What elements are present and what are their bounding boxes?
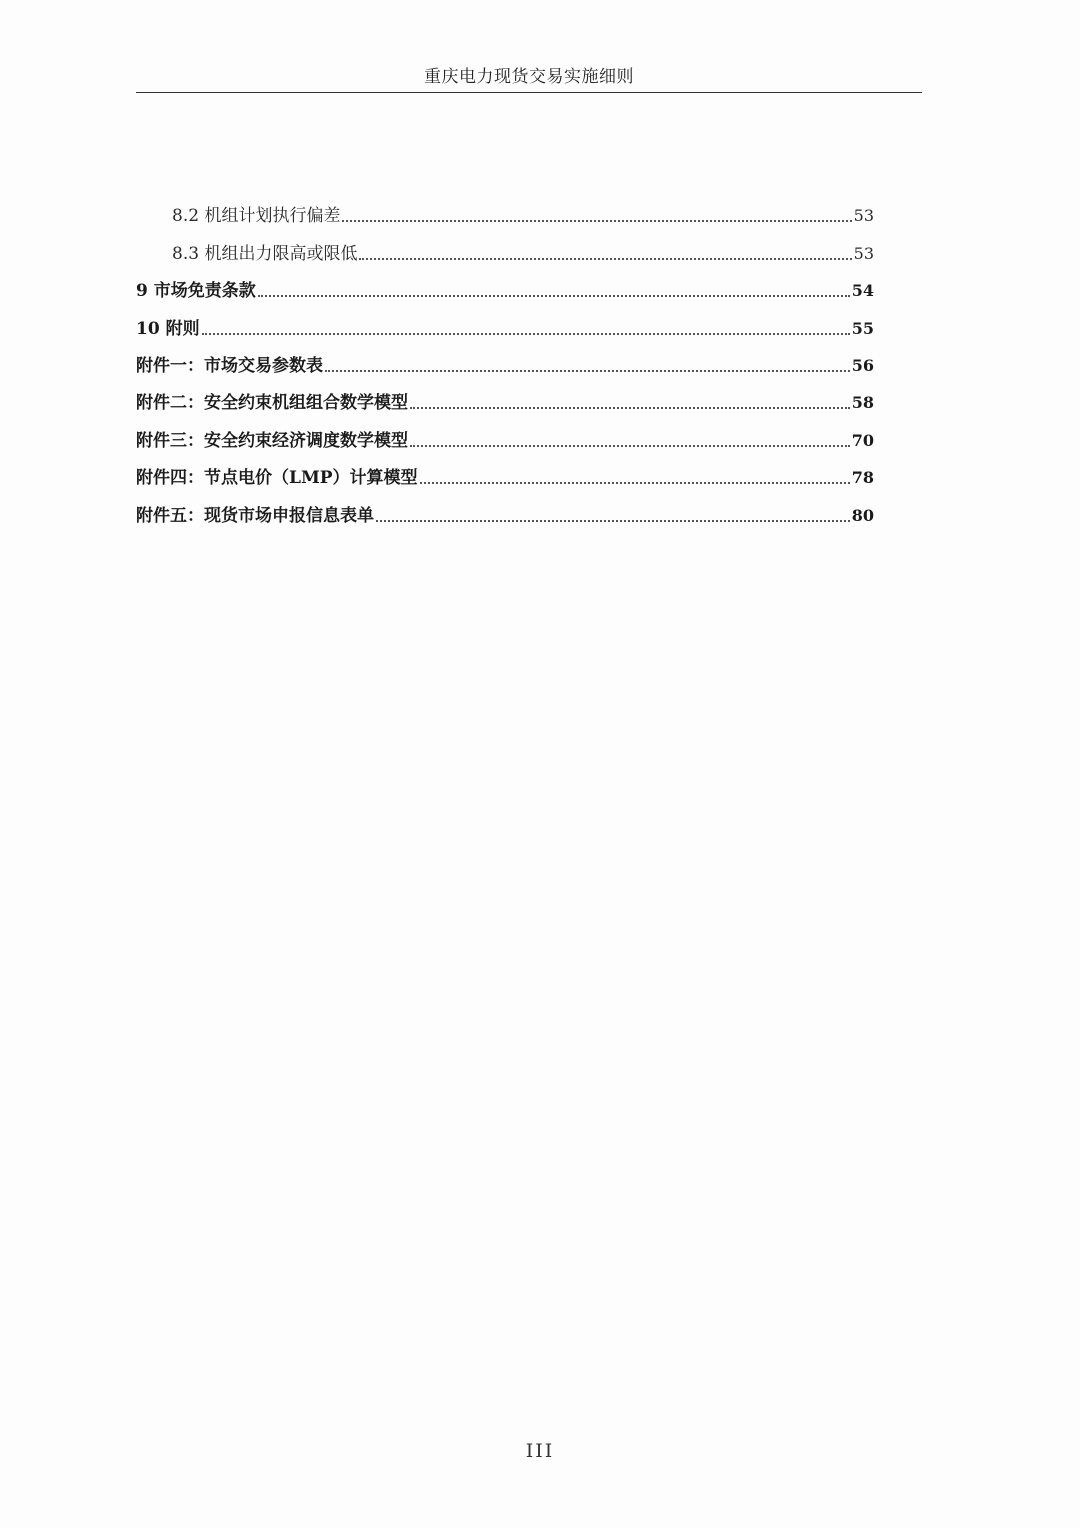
toc-entry-appendix-4[interactable]	[136, 454, 874, 491]
toc-dot-leader	[258, 294, 850, 297]
toc-entry-appendix-5[interactable]	[136, 491, 874, 528]
toc-entry-8-3[interactable]	[136, 229, 874, 266]
toc-entry-title: 附件三：安全约束经济调度数学模型	[136, 430, 408, 451]
toc-entry-title: 附件四：节点电价（LMP）计算模型	[136, 468, 418, 489]
toc-entry-8-2[interactable]	[136, 192, 874, 229]
toc-entry-appendix-1[interactable]	[136, 342, 874, 379]
toc-entry-page: 54	[851, 281, 874, 301]
page-header	[136, 62, 922, 96]
toc-entry-page: 70	[851, 430, 874, 450]
toc-dot-leader	[420, 481, 850, 484]
toc-entry-page: 78	[851, 468, 874, 488]
toc-entry-appendix-3[interactable]	[136, 416, 874, 453]
toc-entry-title: 8.3 机组出力限高或限低	[172, 243, 358, 264]
header-divider	[136, 92, 922, 93]
toc-entry-title: 8.2 机组计划执行偏差	[172, 206, 341, 227]
toc-entry-title: 附件五：现货市场申报信息表单	[136, 505, 374, 526]
toc-dot-leader	[359, 257, 851, 260]
toc-dot-leader	[342, 219, 851, 222]
toc-entry-title: 9 市场免责条款	[136, 281, 256, 302]
toc-entry-title: 附件一：市场交易参数表	[136, 355, 323, 376]
toc-entry-9[interactable]	[136, 267, 874, 304]
toc-dot-leader	[376, 519, 850, 522]
toc-dot-leader	[410, 406, 850, 409]
toc-entry-appendix-2[interactable]	[136, 379, 874, 416]
document-title: 重庆电力现货交易实施细则	[424, 67, 634, 87]
toc-entry-title: 10 附则	[136, 318, 200, 339]
toc-entry-title: 附件二：安全约束机组组合数学模型	[136, 393, 408, 414]
toc-entry-page: 53	[853, 243, 874, 263]
toc-entry-10[interactable]	[136, 304, 874, 341]
toc-dot-leader	[325, 369, 850, 372]
toc-dot-leader	[202, 332, 850, 335]
table-of-contents	[136, 192, 874, 529]
toc-entry-page: 56	[851, 355, 874, 375]
toc-entry-page: 55	[851, 318, 874, 338]
toc-dot-leader	[410, 444, 850, 447]
page-number: III	[525, 1440, 555, 1462]
toc-entry-page: 53	[853, 206, 874, 226]
toc-entry-page: 80	[851, 505, 874, 525]
toc-entry-page: 58	[851, 393, 874, 413]
